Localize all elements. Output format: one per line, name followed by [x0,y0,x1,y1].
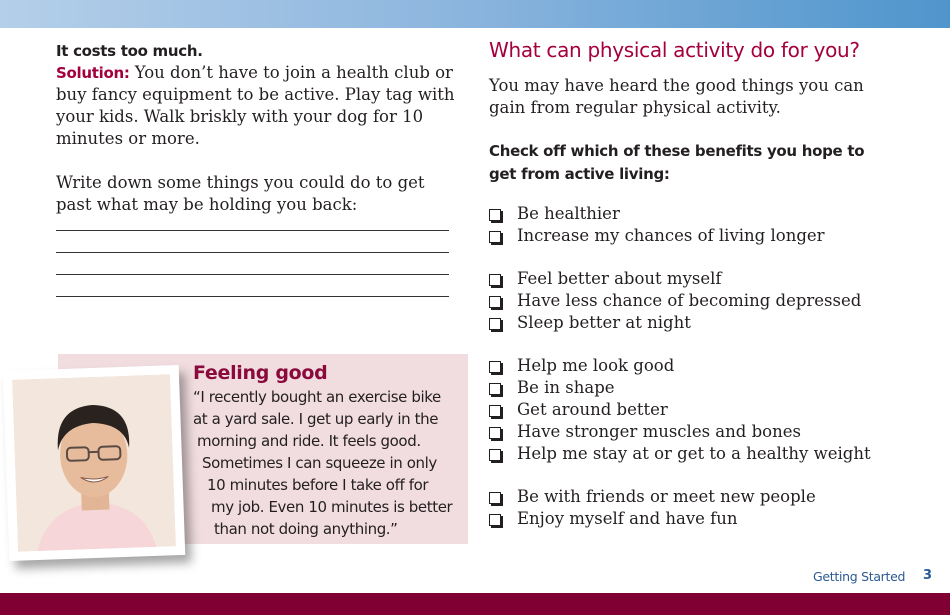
write-line-1[interactable] [56,230,449,231]
page-number: 3 [923,568,933,583]
benefit-checkbox-item[interactable] [489,291,861,310]
benefit-label: Enjoy myself and have fun [517,509,738,528]
checkbox-icon[interactable] [489,209,501,221]
write-line-3[interactable] [56,274,449,275]
footer-bar [0,593,950,615]
write-line-4[interactable] [56,296,449,297]
benefit-checkbox-item[interactable] [489,509,738,528]
solution-label: Solution: [56,64,130,82]
benefit-checkbox-item[interactable] [489,378,615,397]
benefit-checkbox-item[interactable] [489,204,620,223]
benefit-label: Have stronger muscles and bones [517,422,801,441]
benefit-label: Be healthier [517,204,620,223]
quote-line: morning and ride. It feels good. [197,432,421,450]
checkbox-icon[interactable] [489,427,501,439]
benefit-label: Be in shape [517,378,615,397]
benefit-checkbox-item[interactable] [489,269,722,288]
benefit-checkbox-item[interactable] [489,487,816,506]
barrier-section [56,40,456,216]
benefit-checkbox-item[interactable] [489,400,668,419]
benefit-label: Help me stay at or get to a healthy weight [517,444,871,463]
testimonial-quote [193,386,452,540]
checkbox-icon[interactable] [489,514,501,526]
benefit-label: Have less chance of becoming depressed [517,291,862,310]
quote-line: than not doing anything.” [214,520,398,538]
solution-paragraph [56,62,456,150]
feeling-good-title: Feeling good [193,362,328,384]
checklist-question: Check off which of these benefits you hope to get from active living: [489,142,865,183]
benefit-label: Increase my chances of living longer [517,226,825,245]
testimonial-photo [3,365,186,561]
checkbox-icon[interactable] [489,405,501,417]
benefit-checkbox-item[interactable] [489,313,691,332]
benefit-checkbox-item[interactable] [489,444,871,463]
benefit-label: Be with friends or meet new people [517,487,816,506]
benefit-label: Sleep better at night [517,313,691,332]
benefit-checkbox-item[interactable] [489,356,674,375]
benefit-label: Get around better [517,400,668,419]
write-line-2[interactable] [56,252,449,253]
benefit-label: Help me look good [517,356,675,375]
checkbox-icon[interactable] [489,361,501,373]
quote-line: at a yard sale. I get up early in the [193,410,439,428]
checkbox-icon[interactable] [489,492,501,504]
quote-line: Sometimes I can squeeze in only [202,454,437,472]
benefit-checkbox-item[interactable] [489,226,825,245]
checkbox-icon[interactable] [489,383,501,395]
write-prompt: Write down some things you could do to get past what may be holding you back: [56,173,425,214]
footer-section-label: Getting Started [813,569,906,584]
header-gradient-bar [0,0,950,28]
quote-line: “I recently bought an exercise bike [193,388,441,406]
quote-line: my job. Even 10 minutes is better [211,498,453,516]
section-title: What can physical activity do for you? [489,38,860,62]
barrier-heading: It costs too much. [56,42,203,60]
checkbox-icon[interactable] [489,318,501,330]
checkbox-icon[interactable] [489,449,501,461]
quote-line: 10 minutes before I take off for [207,476,429,494]
checkbox-icon[interactable] [489,296,501,308]
checkbox-icon[interactable] [489,231,501,243]
solution-text: You don’t have to join a health club or buy fancy equipment to be active. Play tag with your kids. Walk briskly with your dog for 10 minutes or more. [56,63,455,148]
benefit-checkbox-item[interactable] [489,422,801,441]
checkbox-icon[interactable] [489,274,501,286]
benefit-label: Feel better about myself [517,269,722,288]
intro-paragraph: You may have heard the good things you can gain from regular physical activity. [489,76,864,117]
